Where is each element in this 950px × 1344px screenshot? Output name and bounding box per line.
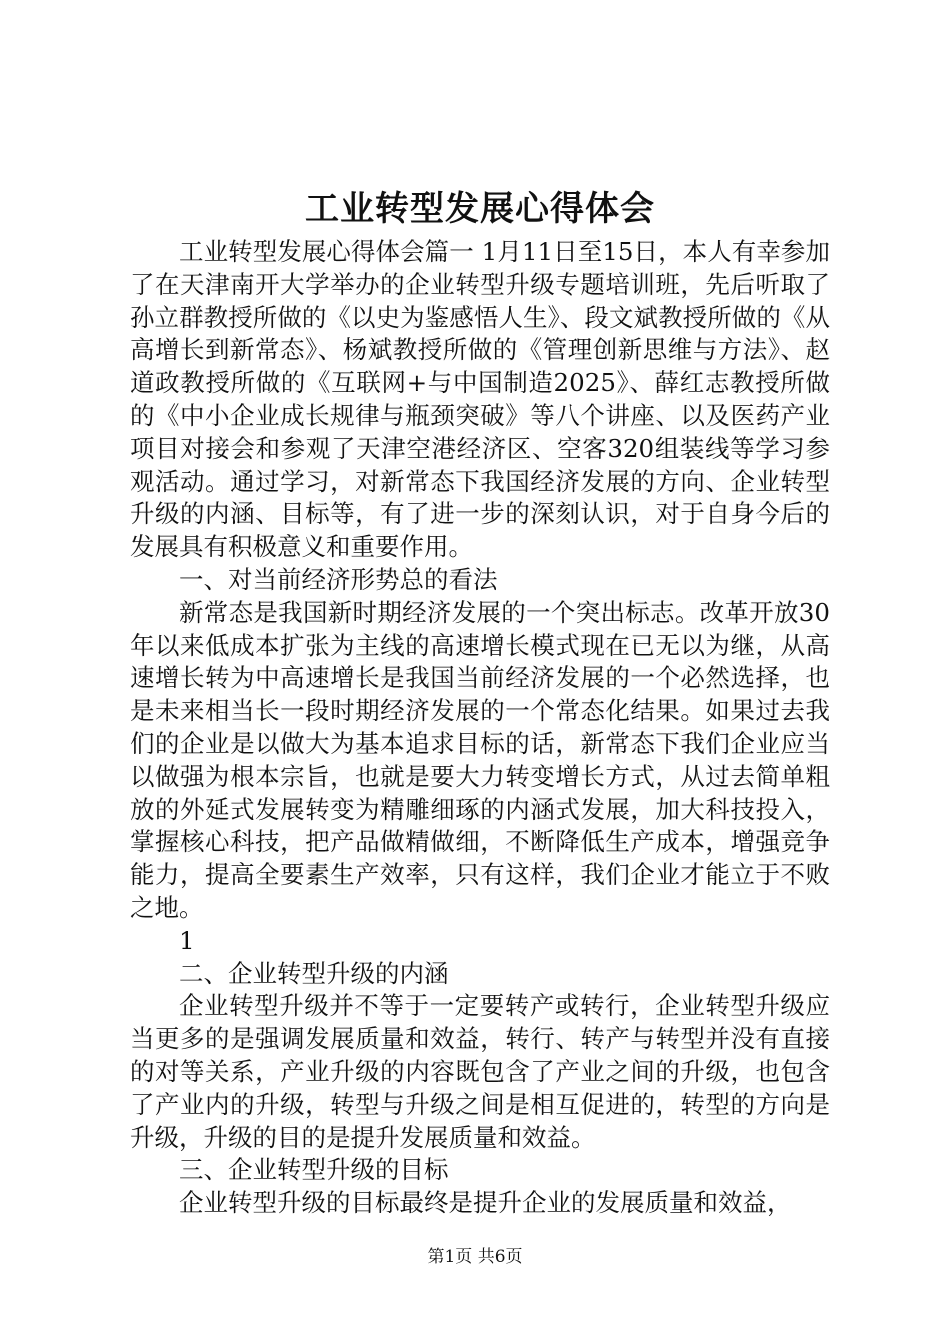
section-3-paragraph: 企业转型升级的目标最终是提升企业的发展质量和效益， [179,1188,792,1218]
section-heading-1: 一、对当前经济形势总的看法 [179,564,498,594]
document-page [130,186,830,1220]
intro-paragraph: 工业转型发展心得体会篇一 1月11日至15日，本人有幸参加了在天津南开大学举办的企业转型升级专题培训班，先后听取了孙立群教授所做的《以史为鉴感悟人生》、段文斌教授所做的《从高增长到新常态》、杨斌教授所做的《管理创新思维与方法》、赵道政教授所做的《互联网+与中国制造2025》、薛红志教授所做的《中小企业成长规律与瓶颈突破》等八个讲座、以及医药产业项目对接会和参观了天津空港经济区、空客320组装线等学习参观活动。通过学习，对新常态下我国经济发展的方向、企业转型升级的内涵、目标等，有了进一步的深刻认识，对于自身今后的发展具有积极意义和重要作用。 [130,237,830,562]
section-heading-3: 三、企业转型升级的目标 [179,1155,449,1185]
page-footer: 第1页 共6页 [427,1247,523,1267]
section-1-paragraph: 新常态是我国新时期经济发展的一个突出标志。改革开放30年以来低成本扩张为主线的高速增长模式现在已无以为继，从高速增长转为中高速增长是我国当前经济发展的一个必然选择，也是未来相当长一段时期经济发展的一个常态化结果。如果过去我们的企业是以做大为基本追求目标的话，新常态下我们企业应当以做强为根本宗旨，也就是要大力转变增长方式，从过去简单粗放的外延式发展转变为精雕细琢的内涵式发展，加大科技投入，掌握核心科技，把产品做精做细，不断降低生产成本，增强竞争能力，提高全要素生产效率，只有这样，我们企业才能立于不败之地。 [130,597,830,922]
section-heading-2: 二、企业转型升级的内涵 [179,958,449,988]
inline-page-number: 1 [179,925,195,955]
section-2-paragraph: 企业转型升级并不等于一定要转产或转行，企业转型升级应当更多的是强调发展质量和效益，转行、转产与转型并没有直接的对等关系，产业升级的内容既包含了产业之间的升级，也包含了产业内的升级，转型与升级之间是相互促进的，转型的方向是升级，升级的目的是提升发展质量和效益。 [130,991,830,1152]
document-title: 工业转型发展心得体会 [305,189,655,229]
